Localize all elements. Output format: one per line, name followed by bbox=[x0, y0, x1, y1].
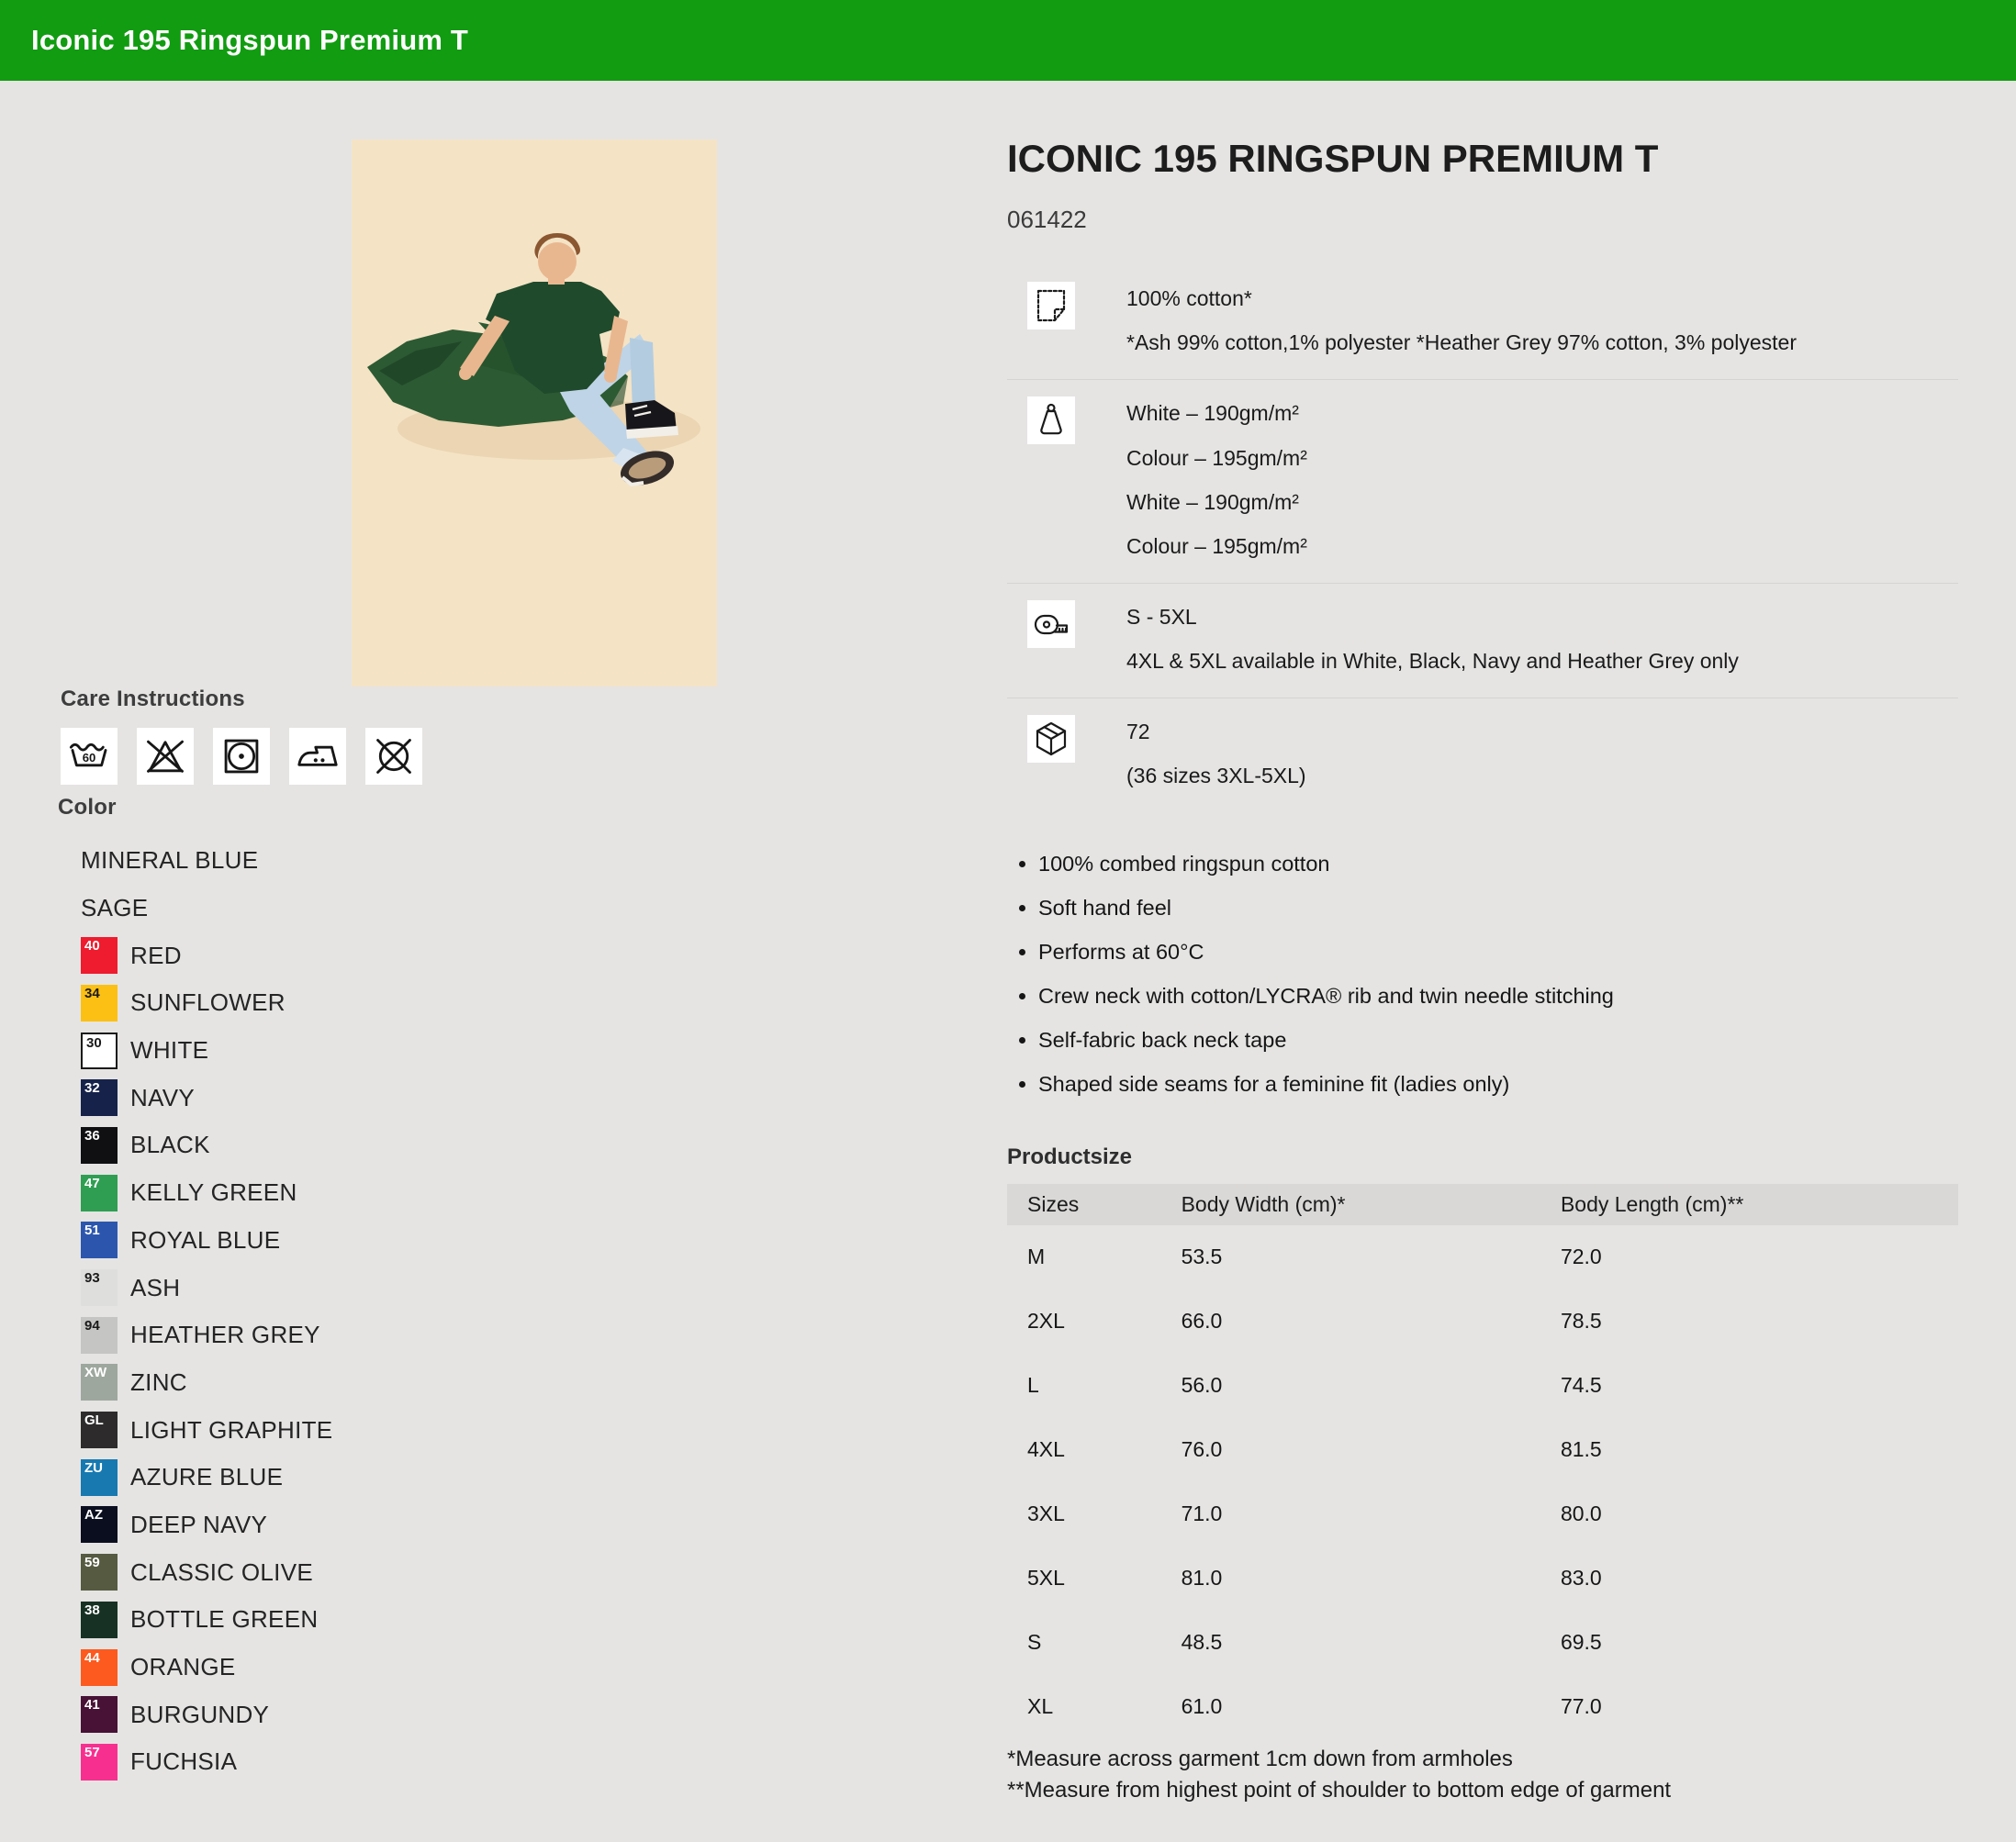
size-cell: 4XL bbox=[1027, 1436, 1065, 1461]
color-code: 59 bbox=[84, 1555, 100, 1571]
color-code: 38 bbox=[84, 1602, 100, 1618]
tape-measure-icon bbox=[1027, 600, 1075, 648]
color-code: 57 bbox=[84, 1744, 100, 1760]
color-code: 47 bbox=[84, 1175, 100, 1191]
spec-row bbox=[1007, 265, 1958, 380]
col-body-length: Body Length (cm)** bbox=[1560, 1191, 1744, 1216]
color-name: ROYAL BLUE bbox=[130, 1225, 281, 1254]
length-cell: 78.5 bbox=[1560, 1308, 1602, 1333]
length-cell: 80.0 bbox=[1560, 1501, 1602, 1525]
size-table-row bbox=[1007, 1611, 1958, 1675]
color-swatch bbox=[81, 1744, 118, 1781]
color-name: MINERAL BLUE bbox=[81, 846, 259, 875]
width-cell: 71.0 bbox=[1181, 1501, 1223, 1525]
color-swatch bbox=[81, 1412, 118, 1448]
color-name: RED bbox=[130, 941, 182, 969]
color-swatch bbox=[81, 1269, 118, 1306]
spec-row bbox=[1007, 380, 1958, 584]
color-item bbox=[81, 885, 332, 932]
color-swatch bbox=[81, 1079, 118, 1116]
size-cell: L bbox=[1027, 1372, 1039, 1397]
spec-lines bbox=[1126, 282, 1797, 375]
color-name: DEEP NAVY bbox=[130, 1510, 268, 1538]
size-table-row bbox=[1007, 1418, 1958, 1482]
feature-item: • Self-fabric back neck tape bbox=[1038, 1028, 1958, 1053]
footnote: *Measure across garment 1cm down from armholes bbox=[1007, 1746, 1513, 1771]
size-table-row bbox=[1007, 1675, 1958, 1739]
spec-line: White – 190gm/m² bbox=[1126, 401, 1299, 426]
color-code: 40 bbox=[84, 938, 100, 954]
color-swatch bbox=[81, 985, 118, 1021]
color-code: 30 bbox=[86, 1034, 102, 1051]
spec-line: White – 190gm/m² bbox=[1126, 489, 1299, 514]
color-name: ORANGE bbox=[130, 1653, 236, 1681]
color-item bbox=[81, 1454, 332, 1502]
color-list bbox=[81, 837, 332, 1786]
color-code: 41 bbox=[84, 1697, 100, 1714]
iron-medium-icon bbox=[289, 728, 346, 785]
width-cell: 81.0 bbox=[1181, 1565, 1223, 1590]
color-item bbox=[81, 1596, 332, 1644]
product-details bbox=[1007, 138, 1958, 1806]
width-cell: 53.5 bbox=[1181, 1244, 1223, 1268]
length-cell: 77.0 bbox=[1560, 1693, 1602, 1718]
color-name: HEATHER GREY bbox=[130, 1321, 320, 1349]
spec-line: 4XL & 5XL available in White, Black, Navy and Heather Grey only bbox=[1126, 649, 1739, 674]
size-cell: 2XL bbox=[1027, 1308, 1065, 1333]
color-code: XW bbox=[84, 1365, 107, 1381]
length-cell: 81.5 bbox=[1560, 1436, 1602, 1461]
color-swatch bbox=[81, 1602, 118, 1638]
feature-list bbox=[1007, 852, 1958, 1097]
color-name: ASH bbox=[130, 1273, 181, 1301]
package-icon bbox=[1027, 715, 1075, 763]
color-code: 94 bbox=[84, 1317, 100, 1334]
color-swatch bbox=[81, 1222, 118, 1258]
color-code: ZU bbox=[84, 1459, 103, 1476]
feature-item: • 100% combed ringspun cotton bbox=[1038, 852, 1958, 876]
spec-line: 72 bbox=[1126, 720, 1150, 744]
color-code: 36 bbox=[84, 1127, 100, 1144]
color-code: 32 bbox=[84, 1080, 100, 1097]
size-cell: 3XL bbox=[1027, 1501, 1065, 1525]
size-table-row bbox=[1007, 1482, 1958, 1546]
color-item bbox=[81, 979, 332, 1027]
color-item bbox=[81, 1169, 332, 1217]
col-body-width: Body Width (cm)* bbox=[1181, 1191, 1346, 1216]
color-swatch bbox=[81, 1554, 118, 1591]
feature-item: • Performs at 60°C bbox=[1038, 940, 1958, 965]
spec-line: S - 5XL bbox=[1126, 605, 1197, 630]
length-cell: 69.5 bbox=[1560, 1629, 1602, 1654]
color-name: LIGHT GRAPHITE bbox=[130, 1415, 333, 1444]
size-cell: S bbox=[1027, 1629, 1042, 1654]
wash-60-icon bbox=[61, 728, 118, 785]
color-code: 34 bbox=[84, 985, 100, 1001]
window-title: Iconic 195 Ringspun Premium T bbox=[31, 24, 469, 56]
color-item bbox=[81, 1691, 332, 1738]
size-cell: XL bbox=[1027, 1693, 1054, 1718]
color-item bbox=[81, 1264, 332, 1312]
width-cell: 66.0 bbox=[1181, 1308, 1223, 1333]
do-not-dry-clean-icon bbox=[365, 728, 422, 785]
color-name: ZINC bbox=[130, 1368, 187, 1396]
color-item bbox=[81, 1122, 332, 1169]
color-swatch bbox=[81, 1175, 118, 1211]
productsize-heading: Productsize bbox=[1007, 1144, 1133, 1169]
width-cell: 76.0 bbox=[1181, 1436, 1223, 1461]
color-name: CLASSIC OLIVE bbox=[130, 1557, 313, 1586]
color-name: AZURE BLUE bbox=[130, 1463, 284, 1491]
col-sizes: Sizes bbox=[1027, 1191, 1080, 1216]
width-cell: 61.0 bbox=[1181, 1693, 1223, 1718]
tumble-dry-low-icon bbox=[213, 728, 270, 785]
color-name: SUNFLOWER bbox=[130, 988, 286, 1017]
color-item bbox=[81, 1644, 332, 1691]
color-name: NAVY bbox=[130, 1083, 196, 1111]
color-item bbox=[81, 932, 332, 979]
window-title-bar bbox=[0, 0, 2016, 81]
spec-row bbox=[1007, 584, 1958, 698]
size-table bbox=[1007, 1184, 1958, 1739]
color-item bbox=[81, 1738, 332, 1786]
feature-item: • Crew neck with cotton/LYCRA® rib and twin needle stitching bbox=[1038, 984, 1958, 1009]
size-table-row bbox=[1007, 1225, 1958, 1289]
svg-text:60: 60 bbox=[82, 751, 96, 765]
color-code: 93 bbox=[84, 1270, 100, 1287]
size-table-header-row bbox=[1007, 1184, 1958, 1225]
length-cell: 72.0 bbox=[1560, 1244, 1602, 1268]
product-title: ICONIC 195 RINGSPUN PREMIUM T bbox=[1007, 137, 1659, 180]
care-icons-row bbox=[61, 728, 422, 785]
color-code: 51 bbox=[84, 1222, 100, 1239]
length-cell: 74.5 bbox=[1560, 1372, 1602, 1397]
color-item bbox=[81, 1502, 332, 1549]
size-table-row bbox=[1007, 1546, 1958, 1611]
color-item bbox=[81, 837, 332, 885]
care-heading: Care Instructions bbox=[61, 687, 245, 711]
color-item bbox=[81, 1548, 332, 1596]
spec-lines bbox=[1126, 715, 1306, 809]
spec-list bbox=[1007, 265, 1958, 812]
width-cell: 48.5 bbox=[1181, 1629, 1223, 1654]
size-table-row bbox=[1007, 1354, 1958, 1418]
color-name: BOTTLE GREEN bbox=[130, 1605, 319, 1634]
size-cell: M bbox=[1027, 1244, 1046, 1268]
size-cell: 5XL bbox=[1027, 1565, 1065, 1590]
color-item bbox=[81, 1217, 332, 1265]
color-item bbox=[81, 1027, 332, 1075]
care-instructions-section bbox=[61, 687, 422, 785]
color-name: BLACK bbox=[130, 1131, 210, 1159]
color-heading: Color bbox=[58, 795, 117, 820]
color-item bbox=[81, 1406, 332, 1454]
spec-line: *Ash 99% cotton,1% polyester *Heather Grey 97% cotton, 3% polyester bbox=[1126, 330, 1798, 355]
color-name: WHITE bbox=[130, 1036, 209, 1065]
color-swatch bbox=[81, 1033, 118, 1069]
do-not-bleach-icon bbox=[137, 728, 194, 785]
color-code: AZ bbox=[84, 1507, 103, 1524]
color-name: FUCHSIA bbox=[130, 1747, 238, 1776]
color-swatch bbox=[81, 1459, 118, 1496]
color-swatch bbox=[81, 1649, 118, 1686]
width-cell: 56.0 bbox=[1181, 1372, 1223, 1397]
spec-line: Colour – 195gm/m² bbox=[1126, 533, 1307, 558]
color-section bbox=[58, 795, 332, 1786]
color-name: BURGUNDY bbox=[130, 1700, 270, 1728]
color-name: SAGE bbox=[81, 894, 149, 922]
color-item bbox=[81, 1359, 332, 1407]
spec-lines bbox=[1126, 600, 1739, 694]
footnotes bbox=[1007, 1744, 1958, 1806]
feature-item: • Soft hand feel bbox=[1038, 896, 1958, 921]
spec-line: 100% cotton* bbox=[1126, 286, 1252, 311]
color-swatch bbox=[81, 1696, 118, 1733]
color-code: GL bbox=[84, 1412, 104, 1429]
length-cell: 83.0 bbox=[1560, 1565, 1602, 1590]
color-item bbox=[81, 1312, 332, 1359]
color-name: KELLY GREEN bbox=[130, 1178, 297, 1207]
color-swatch bbox=[81, 1364, 118, 1401]
footnote: **Measure from highest point of shoulder to bottom edge of garment bbox=[1007, 1777, 1672, 1803]
feature-item: • Shaped side seams for a feminine fit (ladies only) bbox=[1038, 1072, 1958, 1097]
color-swatch bbox=[81, 1317, 118, 1354]
spec-lines bbox=[1126, 396, 1307, 579]
color-item bbox=[81, 1074, 332, 1122]
fabric-swatch-icon bbox=[1027, 282, 1075, 329]
color-swatch bbox=[81, 1127, 118, 1164]
model-illustration bbox=[352, 140, 717, 687]
spec-line: Colour – 195gm/m² bbox=[1126, 445, 1307, 470]
weight-icon bbox=[1027, 396, 1075, 444]
product-photo bbox=[352, 140, 717, 687]
color-swatch bbox=[81, 1506, 118, 1543]
size-table-row bbox=[1007, 1289, 1958, 1354]
spec-row bbox=[1007, 698, 1958, 812]
product-code: 061422 bbox=[1007, 206, 1087, 234]
color-swatch bbox=[81, 937, 118, 974]
spec-line: (36 sizes 3XL-5XL) bbox=[1126, 764, 1306, 788]
color-code: 44 bbox=[84, 1649, 100, 1666]
